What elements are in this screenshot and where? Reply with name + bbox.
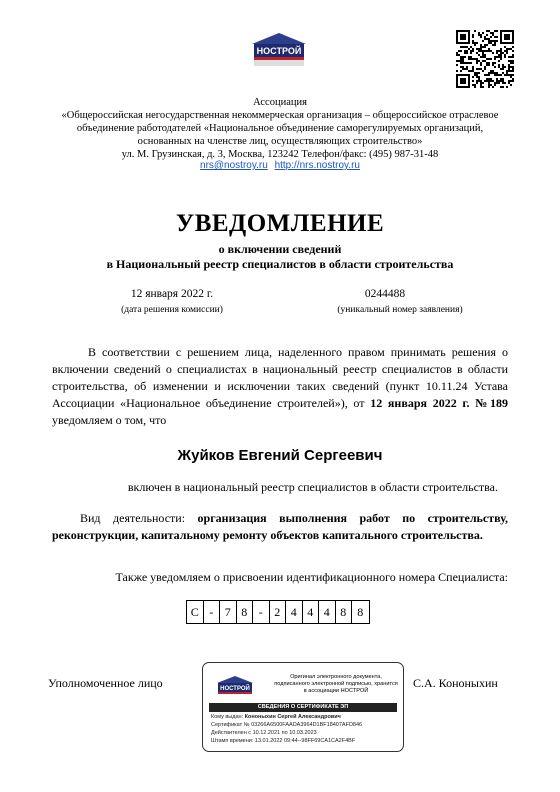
main-paragraph <box>52 344 508 429</box>
signer-name: С.А. Кононыхин <box>413 676 498 690</box>
stamp-original-note: Оригинал электронного документа, подписанного электронной подписью, хранится в ассоциации НОСТРОЙ <box>274 674 398 694</box>
assoc-line-3: основанных на членстве лиц, осуществляющих строительство» <box>137 136 423 147</box>
decision-date: 12 января 2022 г. <box>130 288 214 300</box>
id-char-box: 8 <box>357 604 364 619</box>
issued-to-value: Кононыхин Сергей Александрович <box>244 714 341 720</box>
validity-value: 10.12.2021 по 10.03.2023 <box>252 730 317 736</box>
stamp-timestamp <box>211 738 355 745</box>
document-subtitle-1: о включении сведений <box>218 242 342 256</box>
paragraph-ending: уведомляем о том, что <box>52 413 167 427</box>
activity-label: Вид деятельности: <box>80 511 198 525</box>
stamp-cert-header: СВЕДЕНИЯ О СЕРТИФИКАТЕ ЭП <box>209 703 397 712</box>
person-name: Жуйков Евгений Сергеевич <box>177 447 383 464</box>
validity-label: Действителен с <box>211 730 252 736</box>
activity-value: организация выполнения работ по строительству, реконструкции, капитальному ремонту объектов капитального строительства. <box>52 511 508 542</box>
application-number-caption: (уникальный номер заявления) <box>337 305 463 315</box>
stamp-cert-number <box>211 722 362 729</box>
id-char-box: 4 <box>319 601 336 623</box>
id-char-box: 7 <box>220 601 237 623</box>
id-char-box: - <box>204 601 221 623</box>
timestamp-label: Штамп времени: <box>211 738 254 744</box>
e-signature-stamp <box>202 662 404 752</box>
stamp-logo <box>215 676 255 698</box>
id-char-box: 8 <box>336 601 353 623</box>
specialist-id-number <box>186 600 370 624</box>
nostroy-logo <box>248 32 310 68</box>
qr-code <box>456 30 514 88</box>
contact-links <box>40 160 520 171</box>
assoc-title: Ассоциация <box>253 97 307 108</box>
paragraph-text: В соответствии с решением лица, наделенного правом принимать решения о включении сведений о специалистах в национальный реестр специалистов в области строительства, об изменении и исключении таких сведений (пункт 10.11.24 Устава Ассоциации «Национальное объединение строителей»), от <box>52 345 508 410</box>
stamp-logo-text: НОСТРОЙ <box>220 686 250 692</box>
stamp-validity <box>211 730 317 737</box>
id-assignment-statement: Также уведомляем о присвоении идентификационного номера Специалиста: <box>115 570 508 584</box>
decision-reference: 12 января 2022 г. №189 <box>370 396 508 410</box>
issued-to-label: Кому выдан: <box>211 714 244 720</box>
logo-text: НОСТРОЙ <box>256 46 302 56</box>
id-char-box: 4 <box>303 601 320 623</box>
application-number: 0244488 <box>364 288 406 300</box>
assoc-line-1: «Общероссийская негосударственная некоммерческая организация – общероссийское отраслевое <box>61 110 499 121</box>
activity-type <box>52 510 508 544</box>
cert-number-value: 03266A6500FAADA3964D1BF18407AFD846 <box>251 722 363 728</box>
id-char-box: 8 <box>237 601 254 623</box>
signer-title: Уполномоченное лицо <box>48 676 163 690</box>
included-statement: включен в национальный реестр специалистов в области строительства. <box>127 480 498 494</box>
decision-date-caption: (дата решения комиссии) <box>121 305 223 315</box>
assoc-address: ул. М. Грузинская, д. 3, Москва, 123242 Телефон/факс: (495) 987-31-48 <box>121 149 439 160</box>
id-char-box: С <box>187 601 204 623</box>
stamp-issued-to <box>211 714 341 721</box>
email-link[interactable]: nrs@nostroy.ru <box>200 160 268 171</box>
timestamp-value: 13.01.2022 09:44--98FF69CA1CA2F4BF <box>254 738 356 744</box>
document-title: УВЕДОМЛЕНИЕ <box>175 210 385 237</box>
assoc-line-2: объединение работодателей «Национальное объединение саморегулируемых организаций, <box>76 123 484 134</box>
cert-number-label: Сертификат № <box>211 722 250 728</box>
id-char-box: 4 <box>286 601 303 623</box>
document-subtitle-2: в Национальный реестр специалистов в области строительства <box>106 257 454 271</box>
id-char-box: - <box>253 601 270 623</box>
id-char-box: 2 <box>270 601 287 623</box>
website-link[interactable]: http://nrs.nostroy.ru <box>274 160 360 171</box>
